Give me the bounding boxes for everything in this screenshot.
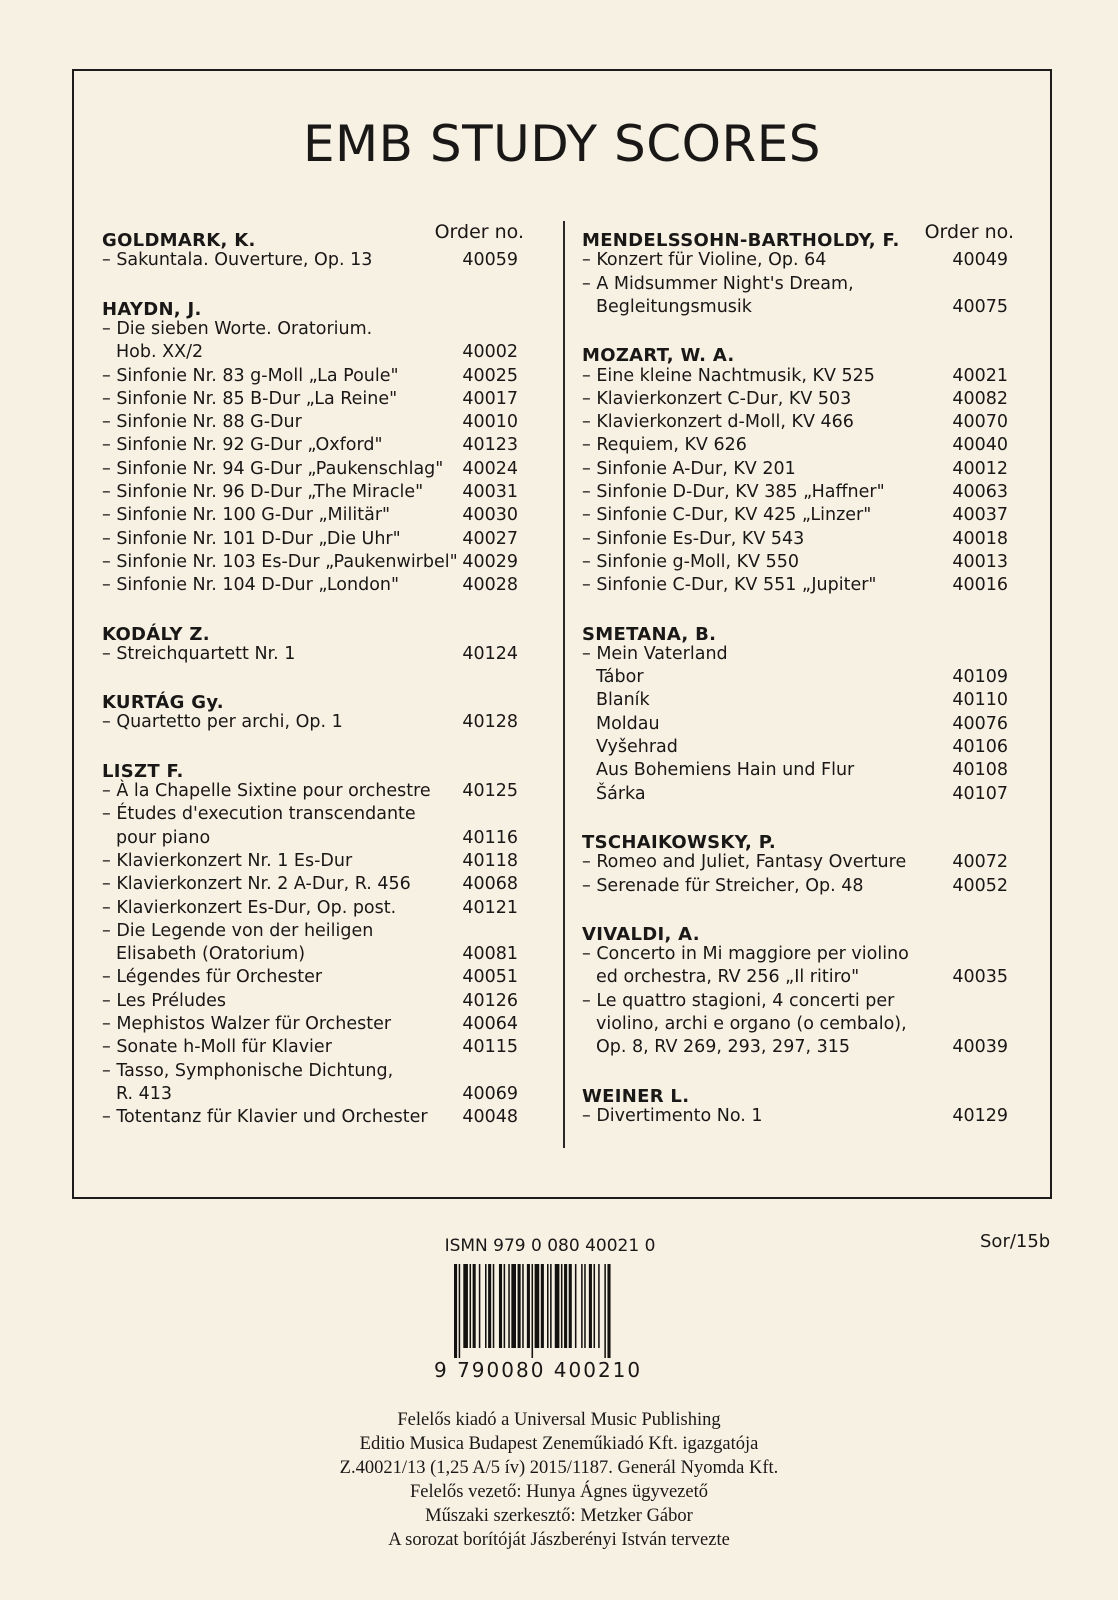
ismn-label: ISMN 979 0 080 40021 0 xyxy=(444,1236,656,1256)
imprint-line: Z.40021/13 (1,25 A/5 ív) 2015/1187. Generál Nyomda Kft. xyxy=(339,1458,779,1478)
catalog-entry xyxy=(102,1012,524,1036)
catalog-entry xyxy=(582,735,1014,759)
order-number: 40010 xyxy=(462,412,518,433)
catalog-entry xyxy=(102,457,524,481)
order-number: 40017 xyxy=(462,388,518,409)
barcode-bar xyxy=(470,1264,472,1348)
barcode-bar xyxy=(459,1264,461,1358)
catalog-entry xyxy=(102,919,524,943)
catalog-entry xyxy=(102,503,524,527)
barcode-bar xyxy=(547,1264,549,1348)
composer-name: GOLDMARK, K. xyxy=(102,230,256,251)
barcode-bar xyxy=(479,1264,481,1348)
catalog-entry xyxy=(582,480,1014,504)
catalog-entry xyxy=(582,712,1014,736)
catalog-entry xyxy=(582,665,1014,689)
work-title: – Sinfonie Nr. 88 G-Dur xyxy=(102,412,302,433)
work-title: – Sonate h-Moll für Klavier xyxy=(102,1037,332,1058)
order-number-header: Order no. xyxy=(434,221,524,243)
barcode-digits: 9 790080 400210 xyxy=(434,1358,643,1382)
composer-name: KURTÁG Gy. xyxy=(102,692,224,714)
work-title: – Klavierkonzert C-Dur, KV 503 xyxy=(582,388,852,409)
imprint-line: Editio Musica Budapest Zeneműkiadó Kft. igazgatója xyxy=(359,1434,759,1454)
order-number: 40110 xyxy=(952,690,1008,711)
order-number: 40049 xyxy=(952,250,1008,271)
barcode-bar xyxy=(575,1264,577,1348)
barcode-bar xyxy=(564,1264,567,1348)
barcode-bar xyxy=(511,1264,516,1348)
column-divider xyxy=(563,221,565,1148)
catalog-entry xyxy=(102,1035,524,1059)
work-title: – Sinfonie Nr. 103 Es-Dur „Paukenwirbel" xyxy=(102,551,458,572)
barcode-bar xyxy=(581,1264,583,1348)
work-title: Aus Bohemiens Hain und Flur xyxy=(596,760,855,781)
barcode-bar xyxy=(607,1264,610,1358)
catalog-entry xyxy=(582,248,1014,272)
work-title: – Klavierkonzert Es-Dur, Op. post. xyxy=(102,897,397,918)
catalog-entry xyxy=(102,802,524,826)
work-title: – Sinfonie Nr. 85 B-Dur „La Reine" xyxy=(102,388,398,409)
work-title: – Tasso, Symphonische Dichtung, xyxy=(102,1060,394,1081)
catalog-entry xyxy=(582,1035,1014,1059)
order-number: 40070 xyxy=(952,412,1008,433)
work-title: – Sinfonie C-Dur, KV 551 „Jupiter" xyxy=(582,575,877,596)
order-number: 40115 xyxy=(462,1037,518,1058)
work-title: – À la Chapelle Sixtine pour orchestre xyxy=(102,781,431,801)
catalog-entry xyxy=(582,688,1014,712)
order-number: 40128 xyxy=(462,712,518,733)
catalog-entry xyxy=(582,503,1014,527)
order-number: 40016 xyxy=(952,575,1008,596)
work-title: – Concerto in Mi maggiore per violino xyxy=(582,944,909,965)
barcode-bar xyxy=(598,1264,600,1348)
order-number: 40035 xyxy=(952,967,1008,988)
work-title: – Sinfonie Es-Dur, KV 543 xyxy=(582,528,805,549)
work-title: – Klavierkonzert Nr. 2 A-Dur, R. 456 xyxy=(102,874,411,895)
work-title: – Romeo and Juliet, Fantasy Overture xyxy=(582,852,907,873)
barcode-bar xyxy=(584,1264,586,1348)
catalog-entry xyxy=(582,550,1014,574)
catalog-entry xyxy=(102,1105,524,1129)
catalog-entry xyxy=(102,710,524,734)
work-title: – Le quattro stagioni, 4 concerti per xyxy=(582,990,895,1011)
work-title: – Divertimento No. 1 xyxy=(582,1105,763,1126)
order-number: 40082 xyxy=(952,388,1008,409)
catalog-entry xyxy=(582,989,1014,1013)
barcode-bar xyxy=(488,1264,491,1348)
catalog-frame xyxy=(72,69,1052,1199)
order-number: 40024 xyxy=(462,458,518,479)
composer-name: MOZART, W. A. xyxy=(582,345,735,367)
composer-name: KODÁLY Z. xyxy=(102,623,210,645)
work-title: – Sinfonie Nr. 101 D-Dur „Die Uhr" xyxy=(102,528,401,549)
catalog-entry xyxy=(102,387,524,411)
order-number: 40040 xyxy=(952,435,1008,456)
order-number: 40028 xyxy=(462,575,518,596)
order-number: 40106 xyxy=(952,737,1008,757)
barcode-bar xyxy=(589,1264,592,1348)
catalog-entry xyxy=(102,965,524,989)
order-number: 40018 xyxy=(952,528,1008,549)
order-number: 40051 xyxy=(462,967,518,988)
barcode-bar xyxy=(569,1264,572,1348)
work-title: – Sinfonie Nr. 96 D-Dur „The Miracle" xyxy=(102,482,424,502)
catalog-entry xyxy=(102,849,524,873)
barcode-bar xyxy=(561,1264,563,1348)
order-number: 40109 xyxy=(952,667,1008,688)
catalog-entry xyxy=(102,550,524,574)
order-number: 40037 xyxy=(952,505,1008,526)
barcode-bar xyxy=(527,1264,530,1348)
work-title: – Eine kleine Nachtmusik, KV 525 xyxy=(582,365,875,386)
composer-name: SMETANA, B. xyxy=(582,623,717,645)
order-number: 40039 xyxy=(952,1037,1008,1058)
catalog-entry xyxy=(582,433,1014,457)
catalog-entry xyxy=(582,272,1014,296)
order-number: 40063 xyxy=(952,482,1008,502)
order-number: 40124 xyxy=(462,643,518,664)
barcode-bar xyxy=(522,1264,524,1348)
work-title: Hob. XX/2 xyxy=(116,342,204,363)
work-title: – Sinfonie A-Dur, KV 201 xyxy=(582,458,796,479)
order-number: 40030 xyxy=(462,505,518,526)
catalog-entry xyxy=(102,527,524,551)
order-number: 40072 xyxy=(952,852,1008,873)
composer-name: WEINER L. xyxy=(582,1085,690,1107)
barcode-bar xyxy=(541,1264,544,1348)
catalog-entry xyxy=(582,527,1014,551)
publisher-imprint xyxy=(0,1408,1118,1552)
order-number: 40076 xyxy=(952,713,1008,734)
order-number: 40064 xyxy=(462,1014,518,1034)
work-title: – Sinfonie g-Moll, KV 550 xyxy=(582,551,800,572)
order-number: 40125 xyxy=(462,781,518,801)
catalog-entry xyxy=(102,1059,524,1083)
order-number: 40029 xyxy=(462,551,518,572)
work-title: – Sinfonie D-Dur, KV 385 „Haffner" xyxy=(582,482,885,502)
catalog-entry xyxy=(102,317,524,341)
order-number: 40048 xyxy=(462,1107,518,1128)
work-title: Tábor xyxy=(596,667,644,688)
barcode-bar xyxy=(499,1264,502,1348)
order-number: 40129 xyxy=(952,1105,1008,1126)
order-number: 40031 xyxy=(462,482,518,502)
composer-name: HAYDN, J. xyxy=(102,298,202,320)
work-title: – Quartetto per archi, Op. 1 xyxy=(102,712,343,733)
order-number: 40107 xyxy=(952,783,1008,804)
catalog-entry xyxy=(582,573,1014,597)
page-title: EMB STUDY SCORES xyxy=(302,115,822,173)
order-number: 40025 xyxy=(462,365,518,386)
barcode-bar xyxy=(508,1264,510,1348)
catalog-entry xyxy=(582,1104,1014,1128)
barcode-bar xyxy=(555,1264,560,1348)
order-number: 40059 xyxy=(462,250,518,271)
work-title: Moldau xyxy=(596,713,660,734)
order-number: 40126 xyxy=(462,990,518,1011)
work-title: – Sinfonie Nr. 92 G-Dur „Oxford" xyxy=(102,435,383,456)
catalog-entry xyxy=(102,989,524,1013)
imprint-line: Felelős kiadó a Universal Music Publishing xyxy=(397,1410,721,1430)
catalog-entry xyxy=(582,642,1014,666)
work-title: violino, archi e organo (o cembalo), xyxy=(596,1014,907,1034)
order-number: 40108 xyxy=(952,760,1008,781)
work-title: – Die sieben Worte. Oratorium. xyxy=(102,318,373,339)
order-number-header: Order no. xyxy=(924,221,1014,243)
composer-name: MENDELSSOHN-BARTHOLDY, F. xyxy=(582,230,900,251)
work-title: – Klavierkonzert d-Moll, KV 466 xyxy=(582,412,854,433)
work-title: Op. 8, RV 269, 293, 297, 315 xyxy=(596,1037,850,1058)
catalog-entry xyxy=(582,457,1014,481)
order-number: 40069 xyxy=(462,1083,518,1104)
catalog-entry xyxy=(102,779,524,803)
catalog-entry xyxy=(102,480,524,504)
catalog-entry xyxy=(582,387,1014,411)
work-title: – Sinfonie Nr. 100 G-Dur „Militär" xyxy=(102,505,391,526)
order-number: 40068 xyxy=(462,874,518,895)
composer-name: VIVALDI, A. xyxy=(582,923,700,945)
work-title: – Serenade für Streicher, Op. 48 xyxy=(582,875,864,896)
imprint-line: Felelős vezető: Hunya Ágnes ügyvezető xyxy=(410,1482,708,1502)
work-title: – Sinfonie Nr. 104 D-Dur „London" xyxy=(102,575,400,596)
catalog-entry xyxy=(102,642,524,666)
barcode-bar xyxy=(454,1264,457,1358)
order-number: 40118 xyxy=(462,850,518,871)
barcode-bar xyxy=(535,1264,540,1348)
work-title: – A Midsummer Night's Dream, xyxy=(582,273,854,294)
work-title: – Sinfonie C-Dur, KV 425 „Linzer" xyxy=(582,505,872,526)
composer-name: LISZT F. xyxy=(102,760,184,782)
catalog-entry xyxy=(102,410,524,434)
work-title: Elisabeth (Oratorium) xyxy=(116,944,306,965)
work-title: – Mephistos Walzer für Orchester xyxy=(102,1014,392,1034)
order-number: 40021 xyxy=(952,365,1008,386)
work-title: – Mein Vaterland xyxy=(582,643,728,664)
catalog-entry xyxy=(582,942,1014,966)
series-code: Sor/15b xyxy=(980,1231,1051,1252)
barcode-bar xyxy=(594,1264,596,1348)
composer-name: TSCHAIKOWSKY, P. xyxy=(582,831,777,853)
work-title: ed orchestra, RV 256 „Il ritiro" xyxy=(596,967,860,988)
order-number: 40002 xyxy=(462,342,518,363)
barcode-bar xyxy=(532,1264,534,1358)
catalog-entry xyxy=(102,1082,524,1106)
work-title: – Sinfonie Nr. 94 G-Dur „Paukenschlag" xyxy=(102,458,444,479)
work-title: – Sinfonie Nr. 83 g-Moll „La Poule" xyxy=(102,365,399,386)
work-title: – Les Préludes xyxy=(102,990,226,1011)
work-title: – Konzert für Violine, Op. 64 xyxy=(582,250,827,271)
catalog-entry xyxy=(102,826,524,850)
barcode-bar xyxy=(504,1264,506,1348)
catalog-entry xyxy=(582,295,1014,319)
barcode-bar xyxy=(485,1264,487,1348)
barcode-bar xyxy=(550,1264,552,1348)
order-number: 40075 xyxy=(952,296,1008,317)
catalog-entry xyxy=(102,248,524,272)
catalog-entry xyxy=(102,364,524,388)
order-number: 40027 xyxy=(462,528,518,549)
work-title: – Sakuntala. Ouverture, Op. 13 xyxy=(102,250,373,271)
catalog-entry xyxy=(582,850,1014,874)
work-title: Šárka xyxy=(596,783,646,804)
catalog-entry xyxy=(582,1012,1014,1036)
catalog-entry xyxy=(102,872,524,896)
work-title: Vyšehrad xyxy=(596,737,678,757)
catalog-entry xyxy=(582,874,1014,898)
work-title: – Klavierkonzert Nr. 1 Es-Dur xyxy=(102,850,353,871)
work-title: – Légendes für Orchester xyxy=(102,967,323,988)
barcode-bar xyxy=(493,1264,495,1348)
barcode-bar xyxy=(473,1264,476,1348)
imprint-line: A sorozat borítóját Jászberényi István tervezte xyxy=(388,1530,730,1550)
barcode-image xyxy=(454,1264,658,1358)
ismn-block xyxy=(440,1236,680,1256)
barcode-bar xyxy=(463,1264,468,1348)
work-title: – Études d'execution transcendante xyxy=(102,804,416,825)
work-title: Begleitungsmusik xyxy=(596,296,752,317)
work-title: – Streichquartett Nr. 1 xyxy=(102,643,296,664)
catalog-entry xyxy=(102,942,524,966)
order-number: 40013 xyxy=(952,551,1008,572)
work-title: – Requiem, KV 626 xyxy=(582,435,747,456)
catalog-entry xyxy=(582,782,1014,806)
order-number: 40012 xyxy=(952,458,1008,479)
barcode-bar xyxy=(604,1264,606,1358)
order-number: 40116 xyxy=(462,827,518,848)
barcode-bar xyxy=(518,1264,521,1348)
work-title: – Totentanz für Klavier und Orchester xyxy=(102,1107,428,1128)
catalog-entry xyxy=(102,340,524,364)
catalog-entry xyxy=(582,364,1014,388)
catalog-entry xyxy=(582,758,1014,782)
catalog-entry xyxy=(582,965,1014,989)
work-title: Blaník xyxy=(596,690,650,711)
work-title: pour piano xyxy=(116,827,211,848)
catalog-entry xyxy=(102,433,524,457)
catalog-entry xyxy=(582,410,1014,434)
order-number: 40081 xyxy=(462,944,518,965)
work-title: R. 413 xyxy=(116,1083,173,1104)
catalog-entry xyxy=(102,896,524,920)
order-number: 40121 xyxy=(462,897,518,918)
work-title: – Die Legende von der heiligen xyxy=(102,920,374,941)
imprint-line: Műszaki szerkesztő: Metzker Gábor xyxy=(425,1506,693,1526)
catalog-entry xyxy=(102,573,524,597)
order-number: 40052 xyxy=(952,875,1008,896)
order-number: 40123 xyxy=(462,435,518,456)
